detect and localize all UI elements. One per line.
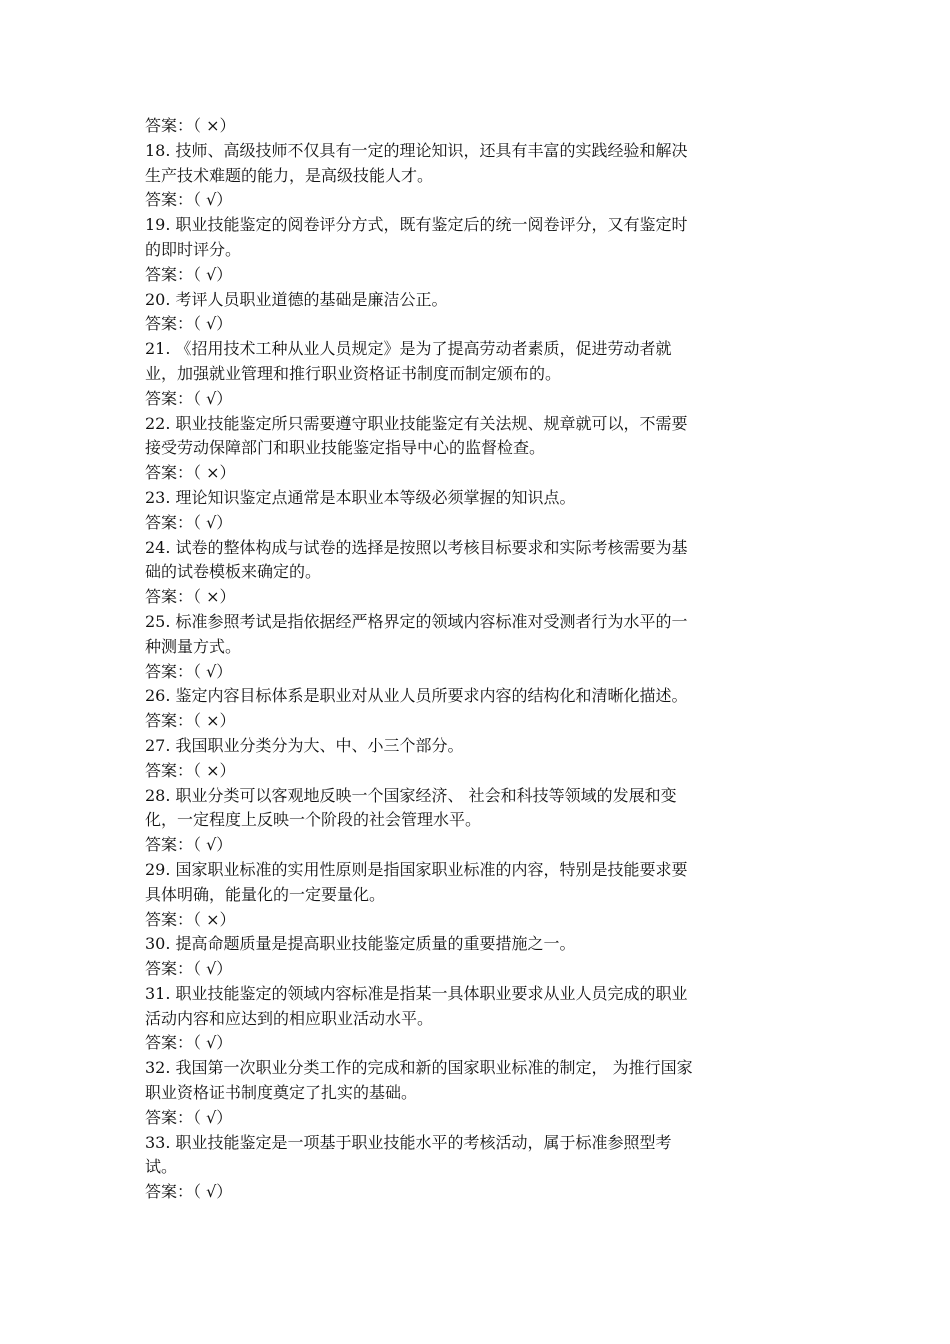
question-text-line: 接受劳动保障部门和职业技能鉴定指导中心的监督检查。	[145, 438, 546, 458]
answer-line: 答案：（ √）	[145, 264, 233, 284]
question-text-line: 活动内容和应达到的相应职业活动水平。	[145, 1008, 434, 1028]
answer-line: 答案：（ √）	[145, 835, 233, 855]
question-text-line: 21. 《招用技术工种从业人员规定》是为了提高劳动者素质，促进劳动者就	[145, 339, 672, 359]
question-text-line: 具体明确，能量化的一定要量化。	[145, 884, 386, 904]
answer-line: 答案：（ ×）	[145, 711, 236, 731]
answer-line: 答案：（ ×）	[145, 760, 236, 780]
question-text-line: 18. 技师、高级技师不仅具有一定的理论知识，还具有丰富的实践经验和解决	[145, 140, 688, 160]
question-text-line: 职业资格证书制度奠定了扎实的基础。	[145, 1083, 418, 1103]
answer-line: 答案：（ √）	[145, 1182, 233, 1202]
question-text-line: 28. 职业分类可以客观地反映一个国家经济、 社会和科技等领域的发展和变	[145, 785, 677, 805]
question-text-line: 33. 职业技能鉴定是一项基于职业技能水平的考核活动，属于标准参照型考	[145, 1132, 672, 1152]
answer-line: 答案：（ ×）	[145, 116, 236, 135]
question-text-line: 27. 我国职业分类分为大、中、小三个部分。	[145, 735, 464, 755]
question-text-line: 础的试卷模板来确定的。	[145, 562, 322, 582]
question-text-line: 31. 职业技能鉴定的领域内容标准是指某一具体职业要求从业人员完成的职业	[145, 983, 688, 1003]
question-text-line: 22. 职业技能鉴定所只需要遵守职业技能鉴定有关法规、规章就可以，不需要	[145, 413, 688, 433]
question-text-line: 生产技术难题的能力，是高级技能人才。	[145, 165, 434, 185]
question-text-line: 化，一定程度上反映一个阶段的社会管理水平。	[145, 810, 482, 830]
answer-line: 答案：（ √）	[145, 1107, 233, 1127]
question-text-line: 23. 理论知识鉴定点通常是本职业本等级必须掌握的知识点。	[145, 487, 576, 507]
answer-line: 答案：（ ×）	[145, 463, 236, 483]
question-text-line: 24. 试卷的整体构成与试卷的选择是按照以考核目标要求和实际考核需要为基	[145, 537, 688, 557]
question-text-line: 种测量方式。	[145, 636, 242, 656]
question-text-line: 20. 考评人员职业道德的基础是廉洁公正。	[145, 289, 448, 309]
answer-line: 答案：（ √）	[145, 661, 233, 681]
question-text-line: 试。	[145, 1157, 178, 1177]
question-text-line: 26. 鉴定内容目标体系是职业对从业人员所要求内容的结构化和清晰化描述。	[145, 686, 688, 706]
answer-line: 答案：（ √）	[145, 314, 233, 334]
document-body	[145, 114, 810, 1205]
question-text-line: 32. 我国第一次职业分类工作的完成和新的国家职业标准的制定， 为推行国家	[145, 1058, 693, 1078]
answer-line: 答案：（ √）	[145, 512, 233, 532]
answer-line: 答案：（ √）	[145, 190, 233, 210]
answer-line: 答案：（ ×）	[145, 909, 236, 929]
question-text-line: 25. 标准参照考试是指依据经严格界定的领域内容标准对受测者行为水平的一	[145, 611, 688, 631]
answer-line: 答案：（ √）	[145, 959, 233, 979]
question-text-line: 29. 国家职业标准的实用性原则是指国家职业标准的内容，特别是技能要求要	[145, 859, 688, 879]
question-text-line: 19. 职业技能鉴定的阅卷评分方式，既有鉴定后的统一阅卷评分，又有鉴定时	[145, 215, 688, 235]
question-text-line: 的即时评分。	[145, 239, 242, 259]
answer-line: 答案：（ ×）	[145, 587, 236, 607]
question-text-line: 30. 提高命题质量是提高职业技能鉴定质量的重要措施之一。	[145, 934, 576, 954]
answer-line: 答案：（ √）	[145, 1033, 233, 1053]
answer-line: 答案：（ √）	[145, 388, 233, 408]
question-text-line: 业，加强就业管理和推行职业资格证书制度而制定颁布的。	[145, 363, 562, 383]
